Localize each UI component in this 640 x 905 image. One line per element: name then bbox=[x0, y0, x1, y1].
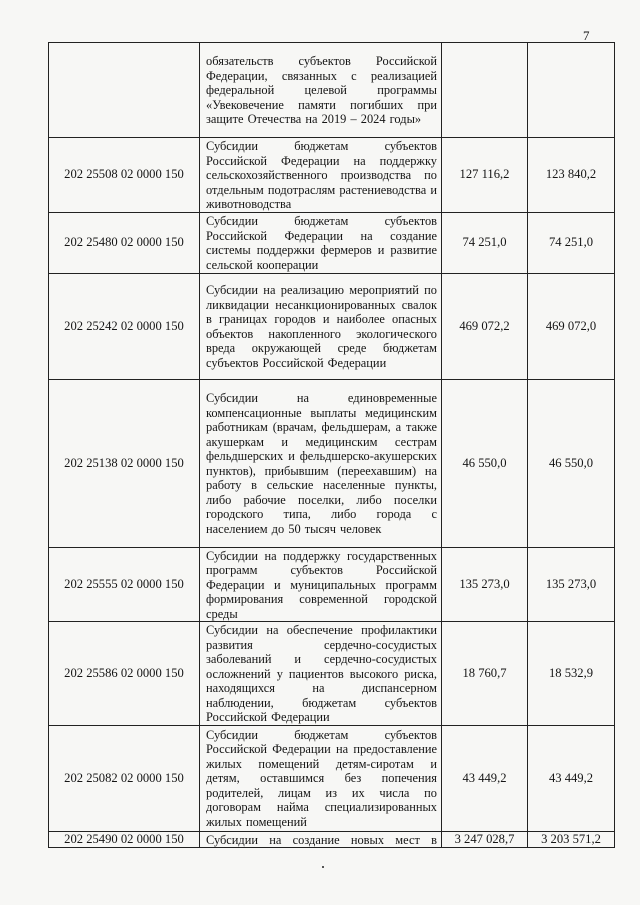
table-row bbox=[49, 725, 615, 831]
value-cell-2: 43 449,2 bbox=[528, 725, 615, 831]
table-row bbox=[49, 273, 615, 379]
description-cell: Субсидии на реализацию мероприятий по ликвидации несанкционированных свалок в границах городов и наиболее опасных объектов накопленного экологического вреда окружающей среде бюджетам субъектов Российской Федерации bbox=[206, 283, 437, 370]
code-cell: 202 25242 02 0000 150 bbox=[49, 273, 200, 379]
code-cell: 202 25490 02 0000 150 bbox=[49, 831, 200, 848]
description-cell: Субсидии на обеспечение профилактики развития сердечно-сосудистых заболеваний и сердечно-сосудистых осложнений у пациентов высокого риска, находящихся на диспансерном наблюдении, бюджетам субъектов Российской Федерации bbox=[206, 623, 437, 724]
table-row bbox=[49, 622, 615, 726]
description-cell: Субсидии бюджетам субъектов Российской Федерации на предоставление жилых помещений детям-сиротам и детям, оставшимся без попечения родителей, лицам из их числа по договорам найма специализированных жилых помещений bbox=[206, 727, 437, 829]
table-row bbox=[49, 138, 615, 213]
value-cell-2: 74 251,0 bbox=[528, 212, 615, 273]
description-cell: Субсидии на создание новых мест в bbox=[206, 832, 437, 847]
page-number: 7 bbox=[583, 28, 590, 43]
description-cell: Субсидии на поддержку государственных программ субъектов Российской Федерации и муниципальных программ формирования современной городской среды bbox=[206, 548, 437, 621]
value-cell-2: 469 072,0 bbox=[528, 273, 615, 379]
value-cell-1: 74 251,0 bbox=[442, 212, 528, 273]
value-cell-1 bbox=[442, 43, 528, 138]
description-cell: Субсидии бюджетам субъектов Российской Федерации на создание системы поддержки фермеров и развитие сельской кооперации bbox=[206, 214, 437, 272]
code-cell: 202 25082 02 0000 150 bbox=[49, 725, 200, 831]
scan-speck bbox=[322, 866, 324, 868]
value-cell-1: 46 550,0 bbox=[442, 379, 528, 547]
value-cell-1: 127 116,2 bbox=[442, 138, 528, 213]
description-cell: Субсидии бюджетам субъектов Российской Федерации на поддержку сельскохозяйственного производства по отдельным подотраслям растениеводства и животноводства bbox=[206, 139, 437, 211]
table-row bbox=[49, 547, 615, 622]
code-cell: 202 25586 02 0000 150 bbox=[49, 622, 200, 726]
value-cell-1: 18 760,7 bbox=[442, 622, 528, 726]
value-cell-1: 135 273,0 bbox=[442, 547, 528, 622]
description-cell: обязательств субъектов Российской Федерации, связанных с реализацией федеральной целевой программы «Увековечение памяти погибших при защите Отечества на 2019 – 2024 годы» bbox=[206, 54, 437, 127]
code-cell: 202 25555 02 0000 150 bbox=[49, 547, 200, 622]
value-cell-2: 3 203 571,2 bbox=[528, 831, 615, 848]
value-cell-2 bbox=[528, 43, 615, 138]
table-row bbox=[49, 379, 615, 547]
description-cell: Субсидии на единовременные компенсационные выплаты медицинским работникам (врачам, фельдшерам, а также акушеркам и медицинским сестрам фельдшерских и фельдшерско-акушерских пунктов), прибывшим (переехавшим) на работу в сельские населенные пункты, либо рабочие поселки, либо поселки городского типа, либо города с населением до 50 тысяч человек bbox=[206, 391, 437, 536]
budget-table bbox=[48, 42, 615, 848]
value-cell-1: 469 072,2 bbox=[442, 273, 528, 379]
code-cell bbox=[49, 43, 200, 138]
value-cell-1: 3 247 028,7 bbox=[442, 831, 528, 848]
code-cell: 202 25508 02 0000 150 bbox=[49, 138, 200, 213]
code-cell: 202 25138 02 0000 150 bbox=[49, 379, 200, 547]
value-cell-2: 46 550,0 bbox=[528, 379, 615, 547]
table-row bbox=[49, 43, 615, 138]
code-cell: 202 25480 02 0000 150 bbox=[49, 212, 200, 273]
value-cell-2: 18 532,9 bbox=[528, 622, 615, 726]
value-cell-2: 123 840,2 bbox=[528, 138, 615, 213]
value-cell-1: 43 449,2 bbox=[442, 725, 528, 831]
table-row bbox=[49, 212, 615, 273]
value-cell-2: 135 273,0 bbox=[528, 547, 615, 622]
table-row bbox=[49, 831, 615, 848]
